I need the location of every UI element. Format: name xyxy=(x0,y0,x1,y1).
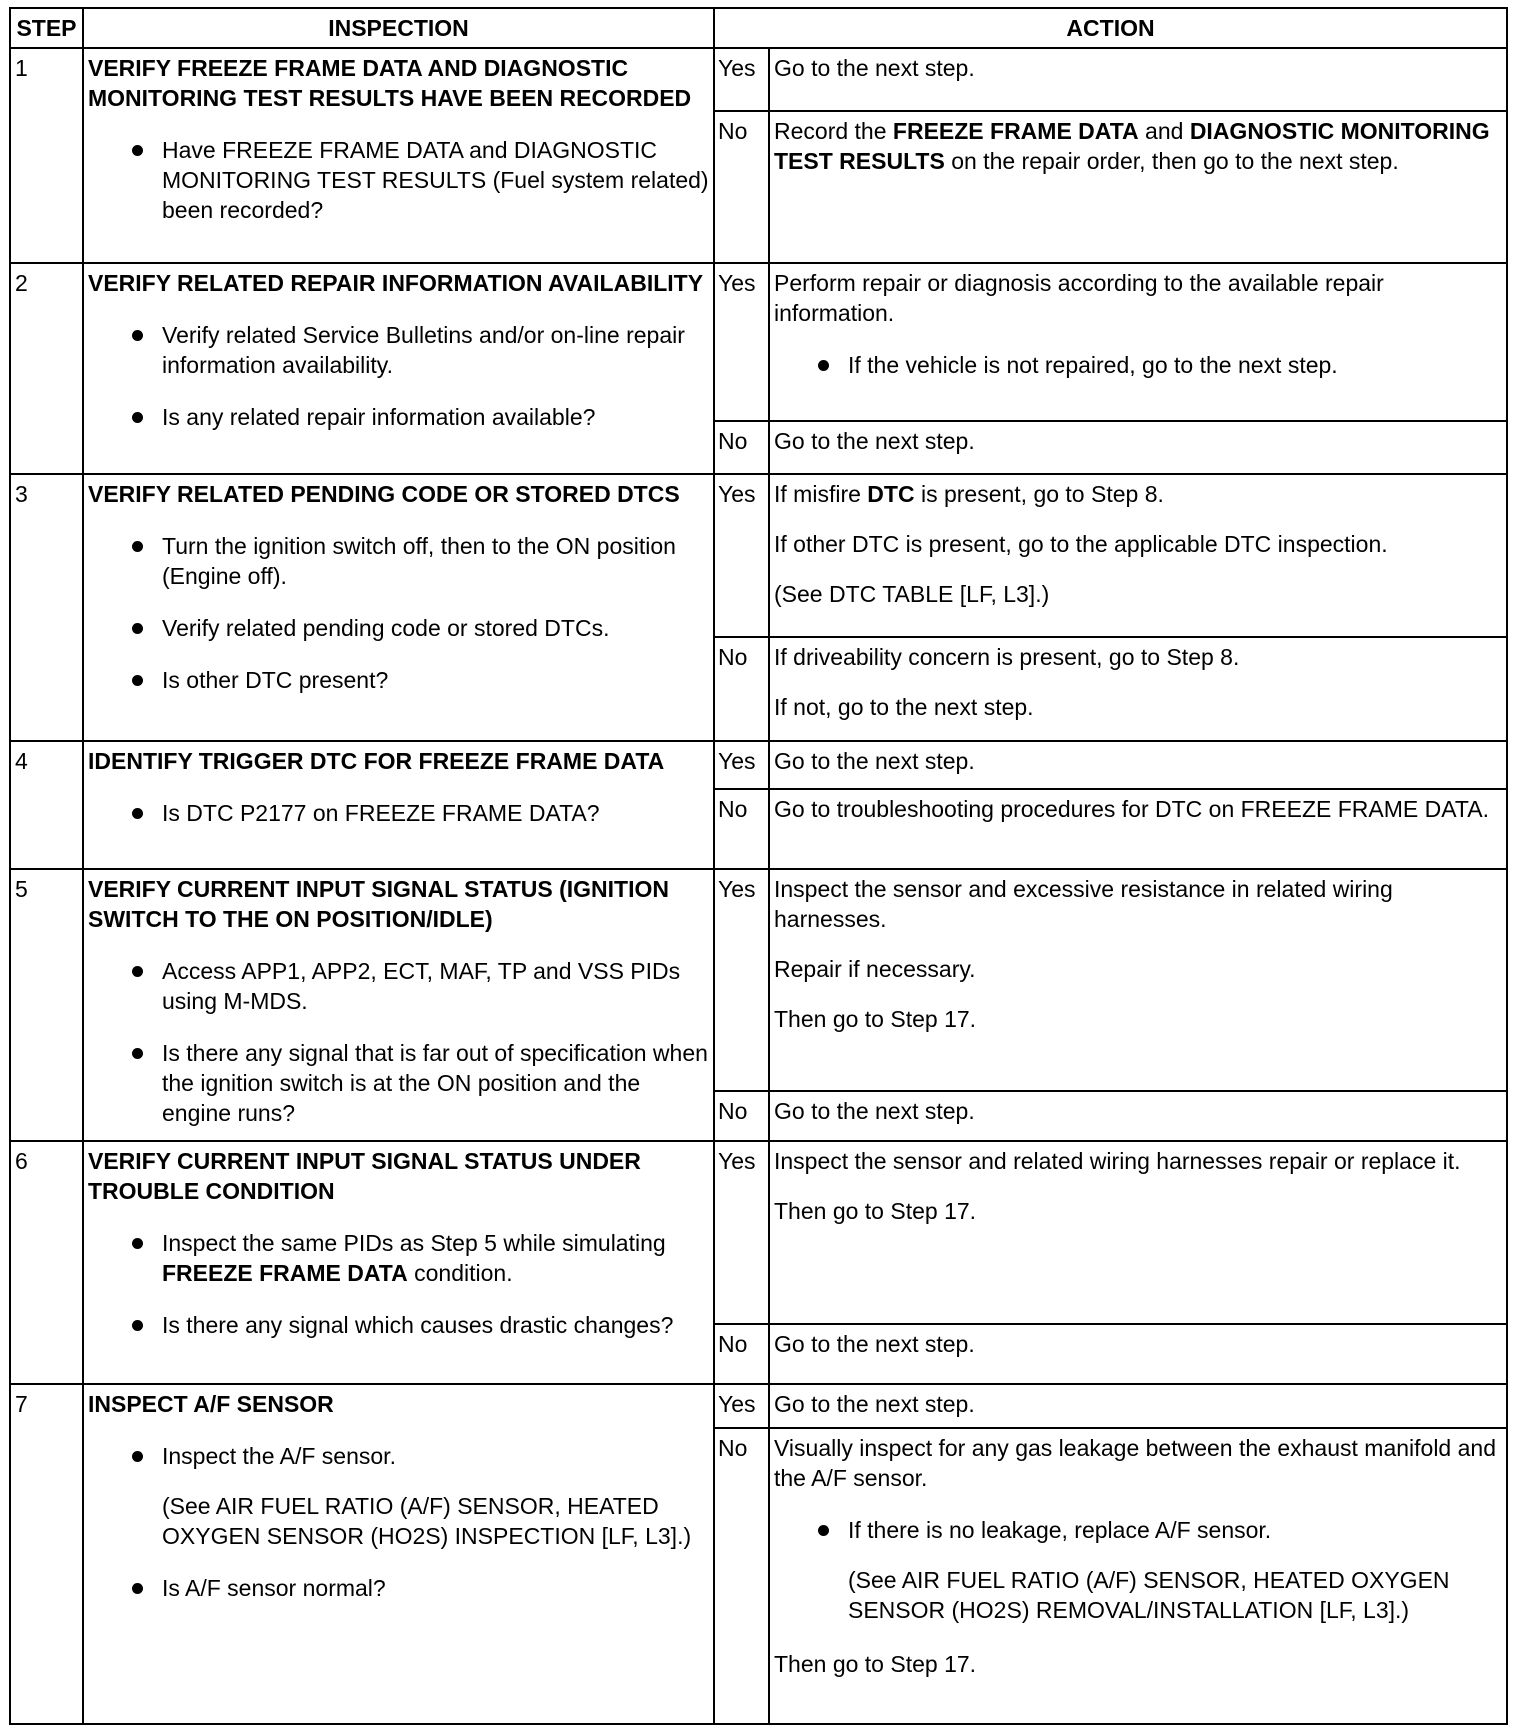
step-number: 2 xyxy=(10,263,83,474)
yes-label: Yes xyxy=(714,741,769,789)
step-title: VERIFY CURRENT INPUT SIGNAL STATUS (IGNITION SWITCH TO THE ON POSITION/IDLE) xyxy=(88,876,669,932)
step-1-row-yes xyxy=(10,48,1507,111)
inspection-bullets xyxy=(88,798,709,828)
yes-label: Yes xyxy=(714,869,769,1091)
action-text: Then go to Step 17. xyxy=(774,1651,977,1677)
yes-label: Yes xyxy=(714,263,769,421)
inspection-bullet: Inspect the A/F sensor. xyxy=(88,1441,709,1471)
text-bold: DIAGNOSTIC MONITORING TEST RESULTS xyxy=(774,118,1490,174)
inspection-bullets xyxy=(88,1441,709,1471)
no-action: Go to the next step. xyxy=(769,421,1507,474)
step-number: 1 xyxy=(10,48,83,263)
text: on the repair order, then go to the next step. xyxy=(944,148,1399,174)
action-text: If other DTC is present, go to the applicable DTC inspection. xyxy=(774,531,1388,557)
header-step: STEP xyxy=(10,8,83,48)
inspection-bullets xyxy=(88,135,709,225)
step-inspection xyxy=(83,741,714,869)
inspection-bullet: Verify related pending code or stored DTCs. xyxy=(88,613,709,643)
action-text xyxy=(774,479,1502,509)
yes-label: Yes xyxy=(714,1384,769,1428)
action-text: If not, go to the next step. xyxy=(774,694,1034,720)
no-action xyxy=(769,1428,1507,1724)
inspection-bullet: Turn the ignition switch off, then to the ON position (Engine off). xyxy=(88,531,709,591)
yes-action xyxy=(769,1141,1507,1324)
header-row xyxy=(10,8,1507,48)
no-action: Go to the next step. xyxy=(769,1324,1507,1384)
yes-action xyxy=(769,869,1507,1091)
step-inspection xyxy=(83,1141,714,1384)
step-2-row-yes xyxy=(10,263,1507,421)
no-label: No xyxy=(714,637,769,741)
text: is present, go to Step 8. xyxy=(914,481,1164,507)
inspection-bullet: Is any related repair information available? xyxy=(88,402,709,432)
procedure-table-wrapper xyxy=(9,7,1508,1725)
no-label: No xyxy=(714,111,769,263)
no-action xyxy=(769,111,1507,263)
action-text: Then go to Step 17. xyxy=(774,1006,977,1032)
step-number: 5 xyxy=(10,869,83,1141)
action-bullets xyxy=(774,1515,1502,1545)
yes-action: Go to the next step. xyxy=(769,1384,1507,1428)
action-text: Repair if necessary. xyxy=(774,956,976,982)
inspection-bullets xyxy=(88,320,709,432)
inspection-bullet xyxy=(88,1228,709,1288)
see-reference: (See DTC TABLE [LF, L3].) xyxy=(774,581,1050,607)
step-inspection xyxy=(83,48,714,263)
action-bullet: If there is no leakage, replace A/F sensor. xyxy=(774,1515,1502,1545)
text: If misfire xyxy=(774,481,868,507)
yes-label: Yes xyxy=(714,1141,769,1324)
no-action: Go to the next step. xyxy=(769,1091,1507,1141)
step-number: 6 xyxy=(10,1141,83,1384)
step-3-row-yes xyxy=(10,474,1507,637)
diagnostic-procedure-table xyxy=(9,7,1508,1725)
step-inspection xyxy=(83,474,714,741)
action-text: Visually inspect for any gas leakage between the exhaust manifold and the A/F sensor. xyxy=(774,1435,1496,1491)
yes-action xyxy=(769,474,1507,637)
action-text: Perform repair or diagnosis according to the available repair information. xyxy=(774,270,1384,326)
inspection-bullet: Verify related Service Bulletins and/or on-line repair information availability. xyxy=(88,320,709,380)
yes-action: Go to the next step. xyxy=(769,741,1507,789)
no-label: No xyxy=(714,1091,769,1141)
no-label: No xyxy=(714,789,769,869)
step-title: INSPECT A/F SENSOR xyxy=(88,1391,334,1417)
step-4-row-yes xyxy=(10,741,1507,789)
inspection-bullets xyxy=(88,1573,709,1603)
step-title: VERIFY RELATED PENDING CODE OR STORED DTCS xyxy=(88,481,680,507)
yes-label: Yes xyxy=(714,48,769,111)
no-label: No xyxy=(714,421,769,474)
action-text: Inspect the sensor and related wiring harnesses repair or replace it. xyxy=(774,1148,1461,1174)
step-inspection xyxy=(83,263,714,474)
text: and xyxy=(1138,118,1190,144)
yes-label: Yes xyxy=(714,474,769,637)
action-text: Then go to Step 17. xyxy=(774,1198,977,1224)
inspection-bullet: Is there any signal that is far out of specification when the ignition switch is at the ON position and the engine runs? xyxy=(88,1038,709,1128)
step-6-row-yes xyxy=(10,1141,1507,1324)
step-7-row-yes xyxy=(10,1384,1507,1428)
inspection-bullet: Is DTC P2177 on FREEZE FRAME DATA? xyxy=(88,798,709,828)
inspection-bullet: Is there any signal which causes drastic changes? xyxy=(88,1310,709,1340)
header-inspection: INSPECTION xyxy=(83,8,714,48)
step-title: IDENTIFY TRIGGER DTC FOR FREEZE FRAME DATA xyxy=(88,748,665,774)
step-title: VERIFY RELATED REPAIR INFORMATION AVAILABILITY xyxy=(88,270,704,296)
step-title: VERIFY FREEZE FRAME DATA AND DIAGNOSTIC MONITORING TEST RESULTS HAVE BEEN RECORDED xyxy=(88,55,692,111)
step-number: 3 xyxy=(10,474,83,741)
action-bullet: If the vehicle is not repaired, go to the next step. xyxy=(774,350,1502,380)
see-reference: (See AIR FUEL RATIO (A/F) SENSOR, HEATED OXYGEN SENSOR (HO2S) REMOVAL/INSTALLATION [LF, L3].) xyxy=(848,1567,1450,1623)
inspection-bullet: Access APP1, APP2, ECT, MAF, TP and VSS PIDs using M-MDS. xyxy=(88,956,709,1016)
inspection-bullet: Is A/F sensor normal? xyxy=(88,1573,709,1603)
inspection-bullets xyxy=(88,1228,709,1340)
step-title: VERIFY CURRENT INPUT SIGNAL STATUS UNDER TROUBLE CONDITION xyxy=(88,1148,641,1204)
no-action: Go to troubleshooting procedures for DTC on FREEZE FRAME DATA. xyxy=(769,789,1507,869)
text: Inspect the same PIDs as Step 5 while simulating xyxy=(162,1230,666,1256)
inspection-bullets xyxy=(88,956,709,1128)
step-inspection xyxy=(83,1384,714,1724)
text: condition. xyxy=(407,1260,513,1286)
no-action xyxy=(769,637,1507,741)
action-bullets xyxy=(774,350,1502,380)
header-action: ACTION xyxy=(714,8,1507,48)
text: Record the xyxy=(774,118,893,144)
text-bold: FREEZE FRAME DATA xyxy=(162,1260,408,1286)
inspection-bullet: Have FREEZE FRAME DATA and DIAGNOSTIC MONITORING TEST RESULTS (Fuel system related) been recorded? xyxy=(88,135,709,225)
step-inspection xyxy=(83,869,714,1141)
inspection-bullet: Is other DTC present? xyxy=(88,665,709,695)
yes-action xyxy=(769,263,1507,421)
text-bold: FREEZE FRAME DATA xyxy=(892,118,1139,144)
step-number: 7 xyxy=(10,1384,83,1724)
step-5-row-yes xyxy=(10,869,1507,1091)
see-reference: (See AIR FUEL RATIO (A/F) SENSOR, HEATED OXYGEN SENSOR (HO2S) INSPECTION [LF, L3].) xyxy=(162,1493,692,1549)
text-bold: DTC xyxy=(867,481,915,507)
action-text: Inspect the sensor and excessive resistance in related wiring harnesses. xyxy=(774,876,1393,932)
action-text: If driveability concern is present, go to Step 8. xyxy=(774,644,1240,670)
inspection-bullets xyxy=(88,531,709,695)
step-number: 4 xyxy=(10,741,83,869)
no-label: No xyxy=(714,1324,769,1384)
yes-action: Go to the next step. xyxy=(769,48,1507,111)
no-label: No xyxy=(714,1428,769,1724)
